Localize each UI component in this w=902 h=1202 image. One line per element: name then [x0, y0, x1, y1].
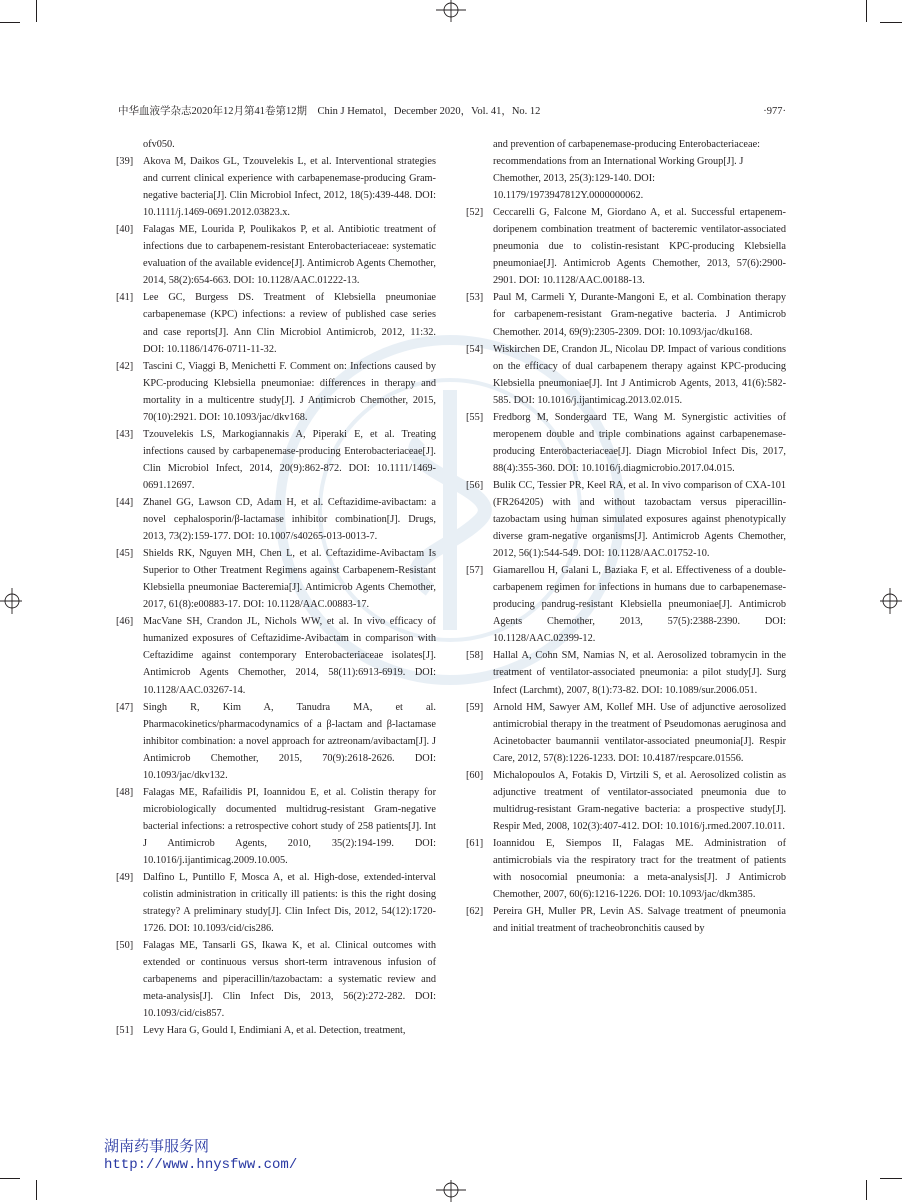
reference-entry [116, 937, 436, 1022]
reference-text: Pereira GH, Muller PR, Levin AS. Salvage treatment of pneumonia and initial treatment of tracheobronchitis caused by [493, 906, 786, 935]
crop-mark [880, 1178, 902, 1179]
reference-entry [466, 903, 786, 937]
right-column [466, 136, 786, 937]
reference-number: [51] [116, 1025, 134, 1037]
reference-number: [58] [466, 650, 484, 662]
reference-entry [466, 341, 786, 409]
reference-text: Bulik CC, Tessier PR, Keel RA, et al. In vivo comparison of CXA-101 (FR264205) with and without tazobactam versus piperacillin-tazobactam using human simulated exposures against phenotypically diverse gram-negative organisms[J]. Antimicrob Agents Chemother, 2012, 56(1):544-549. DOI: 10.1128/AAC.01752-10. [493, 479, 786, 560]
reference-entry [466, 289, 786, 340]
site-url-link[interactable]: http://www.hnysfww.com/ [104, 1157, 298, 1173]
reference-text: Hallal A, Cohn SM, Namias N, et al. Aerosolized tobramycin in the treatment of ventilator-associated pneumonia: a pilot study[J]. Surg Infect (Larchmt), 2007, 8(1):73-82. DOI: 10.1089/sur.2006.051. [493, 650, 786, 696]
reference-text: Ceccarelli G, Falcone M, Giordano A, et al. Successful ertapenem-doripenem combination treatment of bacteremic ventilator-associated pneumonia due to colistin-resistant KPC-producing Klebsiella pneumoniae[J]. Antimicrob Agents Chemother, 2013, 57(6):2900-2901. DOI: 10.1128/AAC.00188-13. [493, 207, 786, 287]
reference-number: [44] [116, 496, 134, 508]
reference-entry [466, 699, 786, 767]
reference-entry [116, 1022, 436, 1039]
reference-entry [466, 767, 786, 835]
footer-watermark [104, 1138, 297, 1174]
reference-entry [116, 613, 436, 698]
reference-entry [466, 477, 786, 562]
reference-entry [116, 699, 436, 784]
reference-text: Singh R, Kim A, Tanudra MA, et al. Pharmacokinetics/pharmacodynamics of a β-lactam and β-lactamase inhibitor combination: a novel approach for aztreonam/avibactam[J]. J Antimicrob Chemother, 2015, 70(9):2618-2626. DOI: 10.1093/jac/dkv132. [143, 701, 436, 781]
reference-number: [53] [466, 292, 484, 304]
registration-mark-icon [0, 586, 30, 616]
reference-number: [46] [116, 616, 134, 628]
reference-text: Tzouvelekis LS, Markogiannakis A, Piperaki E, et al. Treating infections caused by carbapenemase-producing Enterobacteriaceae[J]. Clin Microbiol Infect, 2014, 20(9):862-872. DOI: 10.1111/1469-0691.12697. [143, 428, 436, 491]
reference-entry [116, 426, 436, 494]
reference-text: Ioannidou E, Siempos II, Falagas ME. Administration of antimicrobials via the respiratory tract for the treatment of patients with nosocomial pneumonia: a meta-analysis[J]. J Antimicrob Chemother, 2007, 60(6):1216-1226. DOI: 10.1093/jac/dkm385. [493, 837, 786, 901]
reference-entry [116, 545, 436, 613]
reference-entry [116, 869, 436, 937]
reference-number: [41] [116, 292, 134, 304]
running-header [118, 104, 786, 120]
reference-entry [116, 494, 436, 545]
reference-list [116, 153, 436, 1039]
reference-number: [43] [116, 428, 134, 440]
registration-mark-icon [872, 586, 902, 616]
reference-text: Lee GC, Burgess DS. Treatment of Klebsiella pneumoniae carbapenemase (KPC) infections: a review of published case series and case reports[J]. Ann Clin Microbiol Antimicrob, 2012, 11:32. DOI: 10.1186/1476-0711-11-32. [143, 292, 436, 355]
crop-mark [866, 0, 867, 22]
reference-text: Tascini C, Viaggi B, Menichetti F. Comment on: Infections caused by KPC-producing Klebsiella pneumoniae: differences in therapy and mortality in a multicentre study[J]. J Antimicrob Chemother, 2015, 70(10):2921. DOI: 10.1093/jac/dkv168. [143, 360, 436, 423]
reference-entry [466, 562, 786, 647]
reference-text: Arnold HM, Sawyer AM, Kollef MH. Use of adjunctive aerosolized antimicrobial therapy in the treatment of Pseudomonas aeruginosa and Acinetobacter baumannii ventilator-associated pneumonia[J]. Respir Care, 2012, 57(8):1226-1233. DOI: 10.4187/respcare.01556. [493, 701, 786, 764]
reference-entry [466, 647, 786, 698]
reference-entry [466, 409, 786, 477]
reference-number: [56] [466, 479, 484, 491]
reference-number: [60] [466, 769, 484, 781]
reference-number: [62] [466, 906, 484, 918]
reference-number: [52] [466, 207, 484, 219]
reference-text: Falagas ME, Rafailidis PI, Ioannidou E, et al. Colistin therapy for microbiologically documented multidrug-resistant Gram-negative bacterial infections: a retrospective cohort study of 258 patients[J]. Int J Antimicrob Agents, 2010, 35(2):194-199. DOI: 10.1016/j.ijantimicag.2009.10.005. [143, 786, 436, 866]
reference-entry [116, 221, 436, 289]
reference-text: Levy Hara G, Gould I, Endimiani A, et al. Detection, treatment, [143, 1025, 406, 1037]
reference-number: [45] [116, 548, 134, 560]
reference-list [466, 204, 786, 937]
reference-text: Fredborg M, Sondergaard TE, Wang M. Synergistic activities of meropenem double and triple combinations against carbapenemase-producing Enterobacteriaceae[J]. Diagn Microbiol Infect Dis, 2017, 88(4):355-360. DOI: 10.1016/j.diagmicrobio.2017.04.015. [493, 411, 786, 474]
crop-mark [36, 0, 37, 22]
reference-number: [50] [116, 940, 134, 952]
reference-text: Falagas ME, Lourida P, Poulikakos P, et al. Antibiotic treatment of infections due to carbapenem-resistant Enterobacteriaceae: systematic evaluation of the available evidence[J]. Antimicrob Agents Chemother, 2014, 58(2):654-663. DOI: 10.1128/AAC.01222-13. [143, 224, 436, 287]
reference-text: Shields RK, Nguyen MH, Chen L, et al. Ceftazidime-Avibactam Is Superior to Other Treatment Regimens against Carbapenem-Resistant Klebsiella pneumoniae Bacteremia[J]. Antimicrob Agents Chemother, 2017, 61(8):e00883-17. DOI: 10.1128/AAC.00883-17. [143, 548, 436, 611]
reference-number: [47] [116, 701, 134, 713]
reference-text: Dalfino L, Puntillo F, Mosca A, et al. High-dose, extended-interval colistin administration in critically ill patients: is this the right dosing strategy? A preliminary study[J]. Clin Infect Dis, 2012, 54(12):1720-1726. DOI: 10.1093/cid/cis286. [143, 872, 436, 935]
registration-mark-icon [436, 0, 466, 30]
reference-number: [55] [466, 411, 484, 423]
reference-number: [54] [466, 343, 484, 355]
site-name: 湖南药事服务网 [104, 1139, 210, 1155]
reference-number: [59] [466, 701, 484, 713]
reference-number: [61] [466, 837, 484, 849]
reference-entry [116, 153, 436, 221]
left-column [116, 136, 436, 1039]
journal-citation-line: 中华血液学杂志2020年12月第41卷第12期 Chin J Hematol，December 2020，Vol. 41，No. 12 [118, 106, 541, 117]
reference-entry [116, 784, 436, 869]
page-number: ·977· [763, 106, 786, 117]
reference-number: [48] [116, 786, 134, 798]
reference-entry [466, 204, 786, 289]
reference-number: [40] [116, 224, 134, 236]
reference-entry [116, 358, 436, 426]
reference-entry [116, 289, 436, 357]
reference-text: Giamarellou H, Galani L, Baziaka F, et al. Effectiveness of a double-carbapenem regimen for infections in humans due to carbapenemase-producing pandrug-resistant Klebsiella pneumoniae[J]. Antimicrob Agents Chemother, 2013, 57(5):2388-2390. DOI: 10.1128/AAC.02399-12. [493, 565, 786, 645]
crop-mark [0, 22, 20, 23]
crop-mark [36, 1180, 37, 1200]
reference-text: Akova M, Daikos GL, Tzouvelekis L, et al. Interventional strategies and current clinical experience with carbapenemase-producing Gram-negative bacteria[J]. Clin Microbiol Infect, 2012, 18(5):439-448. DOI: 10.1111/j.1469-0691.2012.03823.x. [143, 156, 436, 219]
reference-text: Paul M, Carmeli Y, Durante-Mangoni E, et al. Combination therapy for carbapenem-resistant Gram-negative bacteria. J Antimicrob Chemother. 2014, 69(9):2305-2309. DOI: 10.1093/jac/dku168. [493, 292, 786, 338]
crop-mark [866, 1180, 867, 1200]
reference-text: Michalopoulos A, Fotakis D, Virtzili S, et al. Aerosolized colistin as adjunctive treatment of ventilator-associated pneumonia due to multidrug-resistant Gram-negative bacteria: a prospective study[J]. Respir Med, 2008, 102(3):407-412. DOI: 10.1016/j.rmed.2007.10.011. [493, 769, 786, 832]
reference-text: Zhanel GG, Lawson CD, Adam H, et al. Ceftazidime-avibactam: a novel cephalosporin/β-lactamase inhibitor combination[J]. Drugs, 2013, 73(2):159-177. DOI: 10.1007/s40265-013-0013-7. [143, 496, 436, 543]
reference-number: [49] [116, 872, 134, 884]
reference-number: [57] [466, 565, 484, 577]
reference-number: [42] [116, 360, 134, 372]
reference-number: [39] [116, 156, 134, 168]
crop-mark [0, 1178, 20, 1179]
registration-mark-icon [436, 1172, 466, 1202]
reference-entry [466, 835, 786, 903]
continued-reference-fragment: and prevention of carbapenemase-producing Enterobacteriaceae: recommendations from an International Working Group[J]. J Chemother, 2013, 25(3):129-140. DOI: 10.1179/1973947812Y.0000000062. [493, 139, 761, 202]
reference-text: Wiskirchen DE, Crandon JL, Nicolau DP. Impact of various conditions on the efficacy of dual carbapenem therapy against KPC-producing Klebsiella pneumoniae[J]. Int J Antimicrob Agents, 2013, 41(6):582-585. DOI: 10.1016/j.ijantimicag.2013.02.015. [493, 343, 786, 406]
reference-text: MacVane SH, Crandon JL, Nichols WW, et al. In vivo efficacy of humanized exposures of Ceftazidime-Avibactam in comparison with Ceftazidime against contemporary Enterobacteriaceae isolates[J]. Antimicrob Agents Chemother, 2014, 58(11):6913-6919. DOI: 10.1128/AAC.03267-14. [143, 616, 436, 696]
continued-reference-fragment: ofv050. [143, 139, 175, 150]
reference-text: Falagas ME, Tansarli GS, Ikawa K, et al. Clinical outcomes with extended or continuous versus short-term intravenous infusion of carbapenems and piperacillin/tazobactam: a systematic review and meta-analysis[J]. Clin Infect Dis, 2013, 56(2):272-282. DOI: 10.1093/cid/cis857. [143, 940, 436, 1020]
crop-mark [880, 22, 902, 23]
